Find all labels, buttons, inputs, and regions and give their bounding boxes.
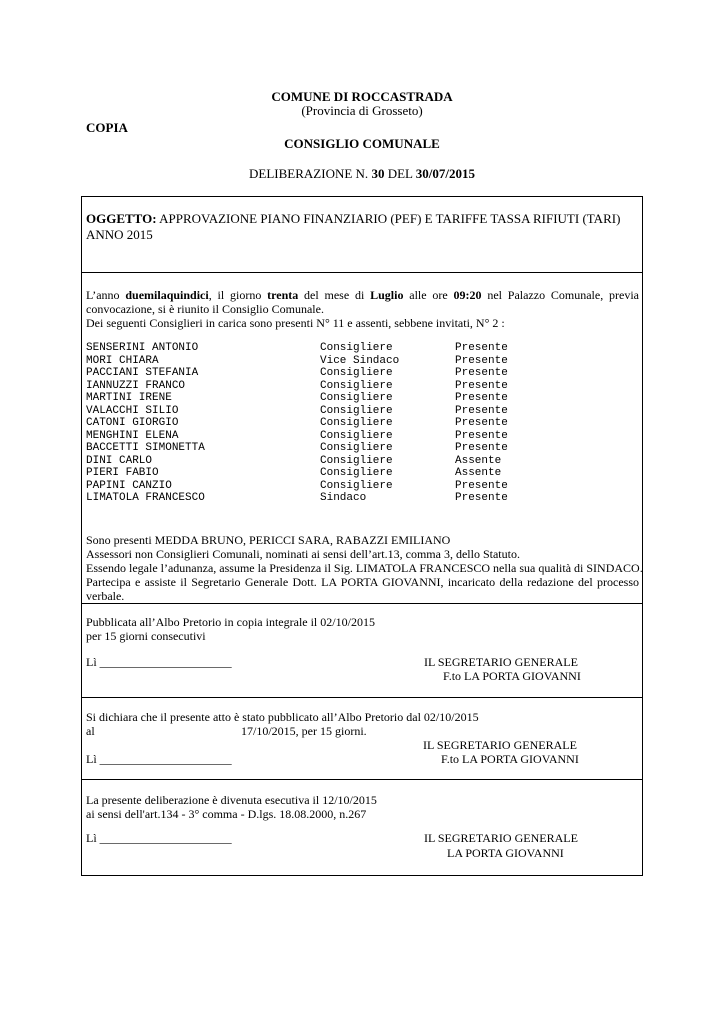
dichiarazione-sign-name: F.to LA PORTA GIOVANNI bbox=[441, 752, 579, 766]
comune-title: COMUNE DI ROCCASTRADA bbox=[271, 89, 453, 104]
attendance-name: CATONI GIORGIO bbox=[86, 417, 179, 429]
pubblicazione-li: Lì ______________________ bbox=[86, 655, 232, 669]
attendance-name: SENSERINI ANTONIO bbox=[86, 342, 199, 354]
intro-text: del mese di bbox=[298, 288, 371, 302]
attendance-status: Assente bbox=[455, 467, 502, 479]
pubblicazione-line2: per 15 giorni consecutivi bbox=[86, 629, 206, 643]
closing-line1: Sono presenti MEDDA BRUNO, PERICCI SARA, RABAZZI EMILIANO bbox=[86, 533, 451, 547]
attendance-role: Consigliere bbox=[320, 479, 393, 492]
dichiarazione-sign-title: IL SEGRETARIO GENERALE bbox=[423, 738, 577, 752]
attendance-status: Assente bbox=[455, 454, 502, 467]
esecutiva-sign-title: IL SEGRETARIO GENERALE bbox=[424, 831, 578, 845]
provincia-subtitle: (Provincia di Grosseto) bbox=[301, 103, 423, 118]
dichiarazione-al: al bbox=[86, 724, 95, 738]
dichiarazione-li: Lì ______________________ bbox=[86, 752, 232, 766]
deliberazione-line bbox=[0, 166, 724, 182]
attendance-status: Presente bbox=[455, 342, 508, 354]
attendance-name: LIMATOLA FRANCESCO bbox=[86, 492, 205, 504]
intro-text: alle ore bbox=[403, 288, 454, 302]
attendance-status: Presente bbox=[455, 379, 508, 392]
closing-line3: Essendo legale l’adunanza, assume la Presidenza il Sig. LIMATOLA FRANCESCO nella sua qualità di SINDACO. bbox=[86, 561, 643, 575]
separator-pubblicazione bbox=[81, 603, 643, 604]
attendance-name: DINI CARLO bbox=[86, 454, 153, 467]
attendance-role: Consigliere bbox=[320, 342, 393, 354]
intro-text: L’anno bbox=[86, 288, 126, 302]
attendance-name: MORI CHIARA bbox=[86, 354, 159, 367]
intro-text: , il giorno bbox=[208, 288, 268, 302]
delib-date: 30/07/2015 bbox=[415, 166, 475, 181]
attendance-status: Presente bbox=[455, 479, 508, 492]
intro-giorno: trenta bbox=[267, 288, 299, 302]
attendance-status: Presente bbox=[455, 392, 508, 404]
attendance-role: Consigliere bbox=[320, 367, 393, 379]
attendance-name: PIERI FABIO bbox=[86, 467, 159, 479]
attendance-status: Presente bbox=[455, 442, 508, 454]
attendance-status: Presente bbox=[455, 367, 508, 379]
oggetto-label: OGGETTO: bbox=[86, 211, 157, 226]
attendance-role: Vice Sindaco bbox=[320, 354, 400, 367]
attendance-status: Presente bbox=[455, 354, 508, 367]
delib-prefix: DELIBERAZIONE N. bbox=[249, 166, 369, 181]
esecutiva-line2: ai sensi dell'art.134 - 3° comma - D.lgs. 18.08.2000, n.267 bbox=[86, 807, 367, 821]
attendance-status: Presente bbox=[455, 417, 508, 429]
oggetto-text: APPROVAZIONE PIANO FINANZIARIO (PEF) E TARIFFE TASSA RIFIUTI (TARI) bbox=[159, 211, 621, 226]
attendance-status: Presente bbox=[455, 404, 508, 417]
pubblicazione-sign-title: IL SEGRETARIO GENERALE bbox=[424, 655, 578, 669]
closing-line4: Partecipa e assiste il Segretario Generale Dott. LA PORTA GIOVANNI, incaricato della redazione del processo verbale. bbox=[86, 575, 639, 603]
intro-paragraph bbox=[86, 288, 639, 316]
intro-ora: 09:20 bbox=[453, 288, 482, 302]
attendance-role: Consigliere bbox=[320, 404, 393, 417]
separator-oggetto bbox=[81, 272, 643, 273]
attendance-role: Consigliere bbox=[320, 454, 393, 467]
delib-del: DEL bbox=[387, 166, 413, 181]
attendance-role: Consigliere bbox=[320, 429, 393, 442]
attendance-role: Sindaco bbox=[320, 492, 367, 504]
attendance-status: Presente bbox=[455, 492, 508, 504]
dichiarazione-al-date: 17/10/2015, per 15 giorni. bbox=[241, 724, 367, 738]
presenze-line: Dei seguenti Consiglieri in carica sono presenti N° 11 e assenti, sebbene invitati, N° 2 : bbox=[86, 316, 505, 330]
organo-title: CONSIGLIO COMUNALE bbox=[284, 136, 440, 151]
attendance-name: PAPINI CANZIO bbox=[86, 479, 172, 492]
delib-number: 30 bbox=[371, 166, 385, 181]
attendance-role: Consigliere bbox=[320, 442, 393, 454]
intro-text: nel Palazzo Comunale, previa convocazione, si è riunito il Consiglio Comunale. bbox=[86, 288, 639, 316]
attendance-name: PACCIANI STEFANIA bbox=[86, 367, 199, 379]
attendance-role: Consigliere bbox=[320, 417, 393, 429]
copia-label: COPIA bbox=[86, 120, 128, 135]
attendance-name: IANNUZZI FRANCO bbox=[86, 379, 186, 392]
closing-line2: Assessori non Consiglieri Comunali, nominati ai sensi dell’art.13, comma 3, dello Statuto. bbox=[86, 547, 520, 561]
attendance-name: MARTINI IRENE bbox=[86, 392, 172, 404]
attendance-status: Presente bbox=[455, 429, 508, 442]
intro-mese: Luglio bbox=[370, 288, 404, 302]
attendance-role: Consigliere bbox=[320, 392, 393, 404]
esecutiva-sign-name: LA PORTA GIOVANNI bbox=[447, 846, 564, 860]
attendance-name: VALACCHI SILIO bbox=[86, 404, 179, 417]
oggetto-line1 bbox=[86, 211, 620, 227]
esecutiva-line1: La presente deliberazione è divenuta esecutiva il 12/10/2015 bbox=[86, 793, 377, 807]
attendance-name: BACCETTI SIMONETTA bbox=[86, 442, 205, 454]
separator-esecutiva bbox=[81, 779, 643, 780]
dichiarazione-line1: Si dichiara che il presente atto è stato pubblicato all’Albo Pretorio dal 02/10/2015 bbox=[86, 710, 479, 724]
oggetto-line2: ANNO 2015 bbox=[86, 227, 153, 242]
esecutiva-li: Lì ______________________ bbox=[86, 831, 232, 845]
pubblicazione-sign-name: F.to LA PORTA GIOVANNI bbox=[443, 669, 581, 683]
attendance-name: MENGHINI ELENA bbox=[86, 429, 179, 442]
attendance-role: Consigliere bbox=[320, 379, 393, 392]
separator-dichiarazione bbox=[81, 697, 643, 698]
attendance-role: Consigliere bbox=[320, 467, 393, 479]
intro-anno: duemilaquindici bbox=[125, 288, 209, 302]
pubblicazione-line1: Pubblicata all’Albo Pretorio in copia integrale il 02/10/2015 bbox=[86, 615, 375, 629]
